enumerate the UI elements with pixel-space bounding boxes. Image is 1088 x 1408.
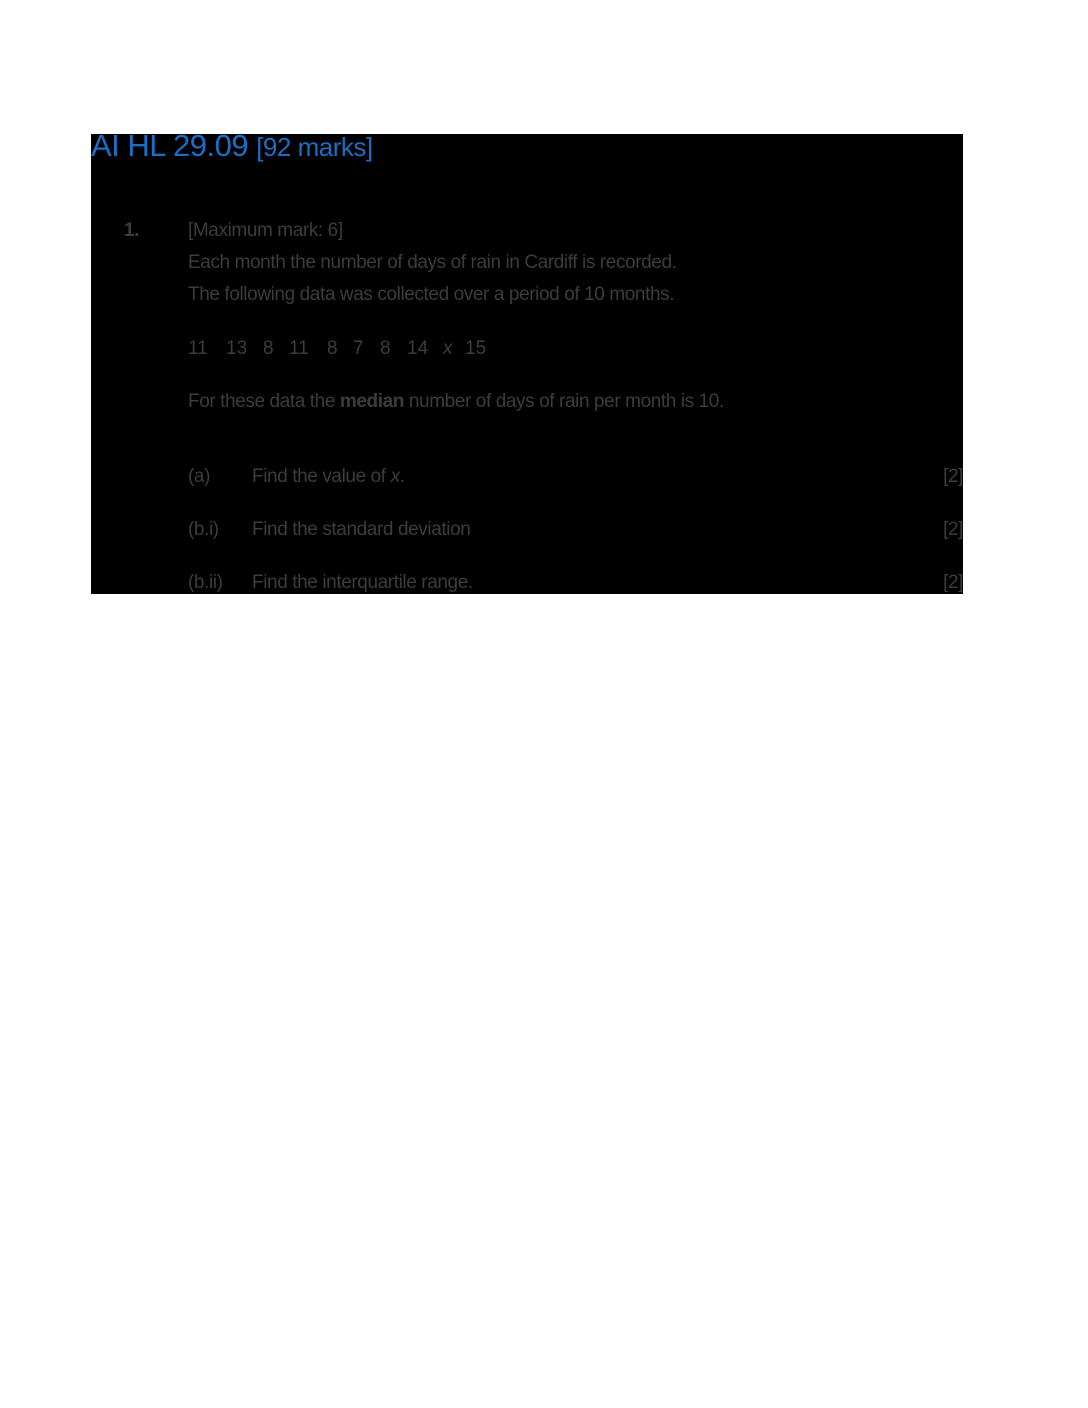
median-text-after: number of days of rain per month is 10. (404, 391, 724, 412)
part-text-a-variable: x (390, 466, 400, 487)
data-value: 11 (289, 338, 309, 359)
data-value: 7 (353, 338, 364, 359)
data-value: 11 (188, 338, 208, 359)
median-statement (188, 390, 724, 414)
title-text: AI HL 29.09 (91, 128, 249, 163)
part-text-a-suffix: . (399, 466, 405, 487)
part-label-a: (a) (188, 466, 211, 487)
data-value: 14 (407, 338, 429, 359)
question-panel (91, 134, 963, 594)
intro-line: Each month the number of days of rain in Cardiff is recorded. (188, 252, 677, 273)
page-title (91, 128, 373, 164)
data-value: 8 (380, 338, 391, 359)
part-marks-b-i: [2] (943, 519, 963, 540)
part-text-b-i: Find the standard deviation (252, 519, 471, 540)
median-text-bold: median (339, 391, 405, 412)
data-value: 8 (263, 338, 274, 359)
part-text-a (252, 465, 405, 489)
data-value-unknown: x (443, 338, 453, 359)
data-value: 13 (226, 338, 248, 359)
part-marks-b-ii: [2] (943, 572, 963, 593)
data-values-row (188, 337, 508, 361)
part-text-a-main: Find the value of (252, 466, 391, 487)
part-label-b-i: (b.i) (188, 519, 219, 540)
data-value: 15 (465, 338, 487, 359)
median-text-before: For these data the (188, 391, 340, 412)
total-marks: [92 marks] (256, 132, 373, 162)
question-number: 1. (124, 220, 140, 241)
intro-line: The following data was collected over a period of 10 months. (188, 284, 675, 305)
data-value: 8 (327, 338, 338, 359)
part-marks-a: [2] (943, 466, 963, 487)
part-label-b-ii: (b.ii) (188, 572, 223, 593)
maximum-mark: [Maximum mark: 6] (188, 220, 343, 241)
part-text-b-ii: Find the interquartile range. (252, 572, 473, 593)
